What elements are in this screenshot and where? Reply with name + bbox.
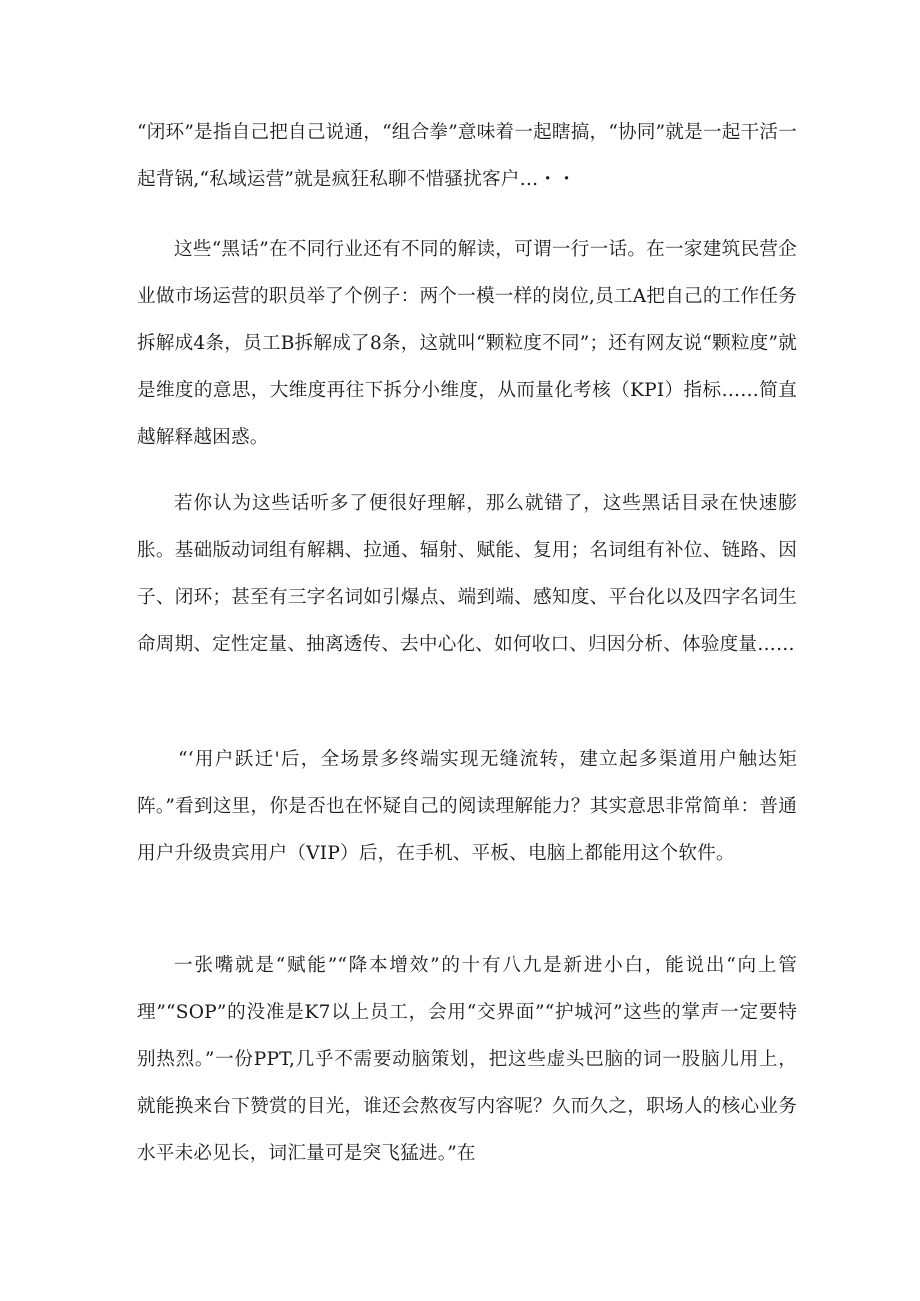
paragraph-4: “‘用户跃迁'后，全场景多终端实现无缝流转，建立起多渠道用户触达矩阵。”看到这里，你是否也在怀疑自己的阅读理解能力？其实意思非常简单：普通用户升级贵宾用户（VIP）后，在手机、平板、电脑上都能用这个软件。: [137, 749, 797, 864]
paragraph-1: “闭环”是指自己把自己说通，“组合拳”意味着一起瞎搞，“协同”就是一起干活一起背锅,“私域运营”就是疯狂私聊不惜骚扰客户…・・: [137, 122, 797, 190]
paragraph-5: 一张嘴就是“赋能”“降本增效”的十有八九是新进小白，能说出“向上管理”“SOP”的没准是K7以上员工，会用“交界面”“护城河”这些的掌声一定要特别热烈。”一份PPT,几乎不需要动脑策划，把这些虚头巴脑的词一股脑儿用上，就能换来台下赞赏的目光，谁还会熬夜写内容呢？久而久之，职场人的核心业务水平未必见长，词汇量可是突飞猛进。”在: [137, 955, 797, 1164]
paragraph-2: 这些“黑话”在不同行业还有不同的解读，可谓一行一话。在一家建筑民营企业做市场运营的职员举了个例子：两个一模一样的岗位,员工A把自己的工作任务拆解成4条，员工B拆解成了8条，这就叫“颗粒度不同”；还有网友说“颗粒度”就是维度的意思，大维度再往下拆分小维度，从而量化考核（KPI）指标……简直越解释越困惑。: [137, 239, 797, 448]
paragraph-3: 若你认为这些话听多了便很好理解，那么就错了，这些黑话目录在快速膨胀。基础版动词组有解耦、拉通、辐射、赋能、复用；名词组有补位、链路、因子、闭环；甚至有三字名词如引爆点、端到端、感知度、平台化以及四字名词生命周期、定性定量、抽离透传、去中心化、如何收口、归因分析、体验度量……: [137, 493, 797, 655]
